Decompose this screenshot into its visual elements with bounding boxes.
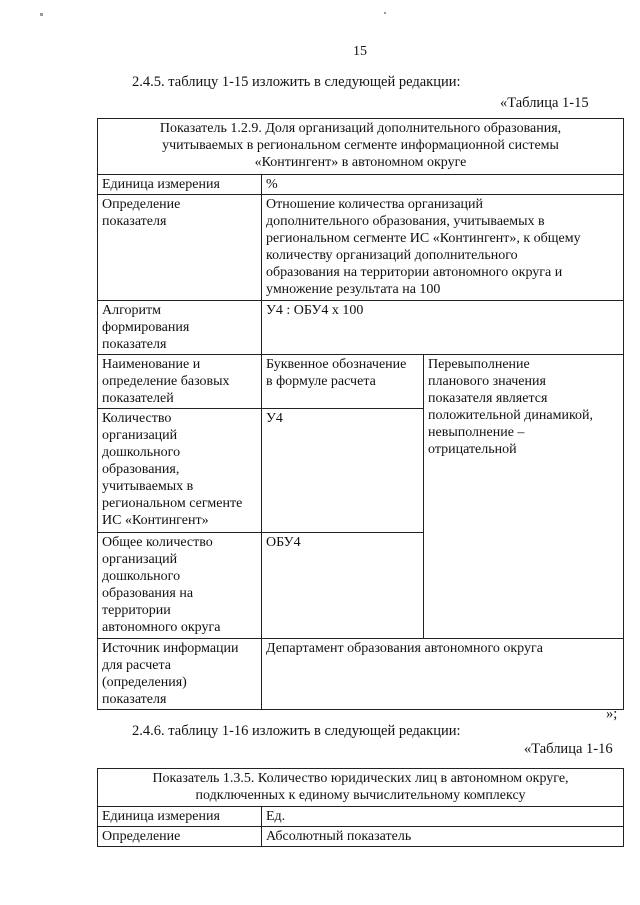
definition-value: Отношение количества организаций дополнительного образования, учитываемых в региональном сегменте ИС «Контингент», к общему количеству организаций дополнительного образования на территории автономного округа и умножение результата на 100 [262, 195, 624, 301]
item-2-4-5: 2.4.5. таблицу 1-15 изложить в следующей редакции: [132, 74, 461, 90]
unit-label: Единица измерения [98, 175, 262, 195]
definition-label: Определение [98, 827, 262, 847]
algorithm-label: Алгоритм формирования показателя [98, 301, 262, 355]
page-number: 15 [353, 44, 367, 59]
dynamics-note: Перевыполнение планового значения показателя является положительной динамикой, невыполнение – отрицательной [424, 355, 624, 639]
table-1-16 [97, 768, 624, 847]
base-indicators-label: Наименование и определение базовых показателей [98, 355, 262, 409]
unit-value: % [262, 175, 624, 195]
source-value: Департамент образования автономного округа [262, 639, 624, 710]
table-1-15 [97, 118, 624, 710]
item-2-4-6: 2.4.6. таблицу 1-16 изложить в следующей редакции: [132, 723, 461, 739]
definition-value: Абсолютный показатель [262, 827, 624, 847]
obu4-label: Общее количество организаций дошкольного образования на территории автономного округа [98, 533, 262, 639]
indicator-header: Показатель 1.2.9. Доля организаций дополнительного образования, учитываемых в региональном сегменте информационной системы «Контингент» в автономном округе [98, 119, 624, 175]
indicator-header: Показатель 1.3.5. Количество юридических лиц в автономном округе, подключенных к единому вычислительному комплексу [98, 769, 624, 807]
definition-label: Определение показателя [98, 195, 262, 301]
u4-label: Количество организаций дошкольного образования, учитываемых в региональном сегменте ИС «Контингент» [98, 409, 262, 533]
source-label: Источник информации для расчета (определения) показателя [98, 639, 262, 710]
u4-symbol: У4 [262, 409, 424, 533]
scan-speck [40, 13, 43, 16]
scan-speck [384, 12, 386, 14]
algorithm-value: У4 : ОБУ4 х 100 [262, 301, 624, 355]
closing-quote: »; [606, 706, 618, 722]
unit-label: Единица измерения [98, 807, 262, 827]
table-1-16-label: «Таблица 1-16 [524, 741, 613, 757]
table-1-15-label: «Таблица 1-15 [500, 95, 589, 111]
obu4-symbol: ОБУ4 [262, 533, 424, 639]
unit-value: Ед. [262, 807, 624, 827]
formula-symbol-header: Буквенное обозначение в формуле расчета [262, 355, 424, 409]
